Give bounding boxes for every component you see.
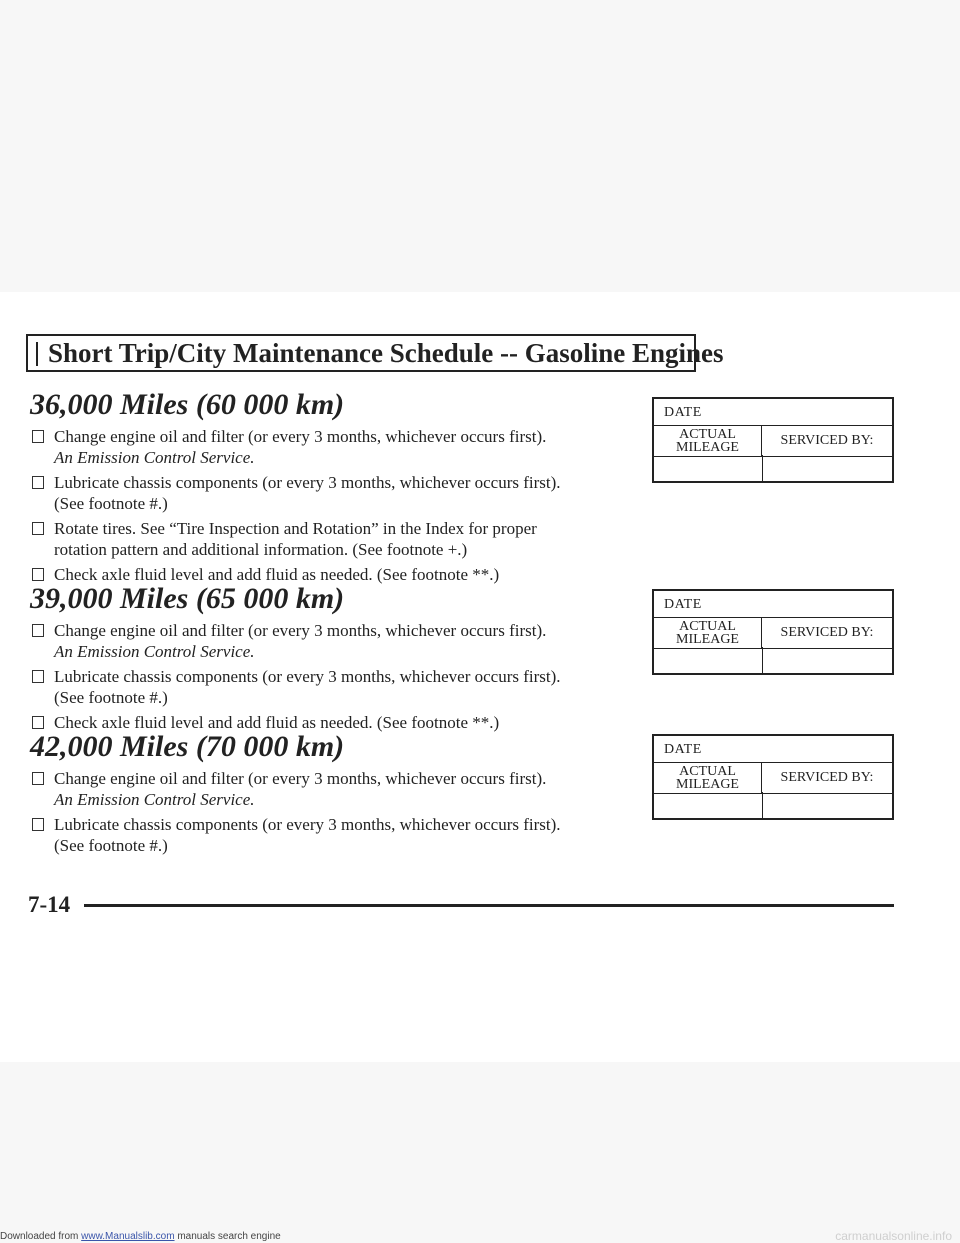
page-number: 7-14 bbox=[28, 892, 71, 917]
item-note: (See footnote #.) bbox=[54, 688, 168, 707]
serviced-by-label: SERVICED BY: bbox=[780, 625, 874, 640]
page-title: Short Trip/City Maintenance Schedule -- Gasoline Engines bbox=[26, 334, 696, 372]
checklist-item: Lubricate chassis components (or every 3 months, whichever occurs first). (See footnote #.) bbox=[30, 666, 630, 708]
checkbox[interactable] bbox=[32, 430, 44, 443]
schedule-section-39000 bbox=[30, 582, 630, 733]
checkbox[interactable] bbox=[32, 772, 44, 785]
item-note: An Emission Control Service. bbox=[54, 642, 255, 661]
section-heading: 39,000 Miles (65 000 km) bbox=[30, 582, 345, 615]
item-note: An Emission Control Service. bbox=[54, 448, 255, 467]
item-note: rotation pattern and additional information. (See footnote +.) bbox=[54, 540, 468, 559]
checklist-item: Rotate tires. See “Tire Inspection and Rotation” in the Index for proper rotation pattern and additional information. (See footnote +.) bbox=[30, 518, 630, 560]
schedule-section-36000 bbox=[30, 388, 630, 585]
service-record-box bbox=[652, 734, 894, 820]
date-label: DATE bbox=[664, 405, 702, 420]
actual-mileage-label: ACTUAL MILEAGE bbox=[654, 618, 762, 648]
checklist-item: Change engine oil and filter (or every 3 months, whichever occurs first). An Emission Control Service. bbox=[30, 426, 630, 468]
checklist-item: Change engine oil and filter (or every 3 months, whichever occurs first). An Emission Control Service. bbox=[30, 620, 630, 662]
download-footer: Downloaded from www.Manualslib.com manuals search engine bbox=[0, 1231, 281, 1242]
checkbox[interactable] bbox=[32, 818, 44, 831]
checkbox[interactable] bbox=[32, 624, 44, 637]
checkbox[interactable] bbox=[32, 568, 44, 581]
service-record-box bbox=[652, 397, 894, 483]
date-label: DATE bbox=[664, 597, 702, 612]
checklist-item: Lubricate chassis components (or every 3 months, whichever occurs first). (See footnote #.) bbox=[30, 814, 630, 856]
checklist-item: Check axle fluid level and add fluid as needed. (See footnote **.) bbox=[30, 564, 630, 585]
item-note: An Emission Control Service. bbox=[54, 790, 255, 809]
watermark: carmanualsonline.info bbox=[835, 1229, 952, 1243]
checkbox[interactable] bbox=[32, 716, 44, 729]
manualslib-link[interactable]: www.Manualslib.com bbox=[81, 1231, 175, 1242]
date-label: DATE bbox=[664, 742, 702, 757]
section-heading: 36,000 Miles (60 000 km) bbox=[30, 388, 345, 421]
actual-mileage-label: ACTUAL MILEAGE bbox=[654, 426, 762, 456]
checklist-item: Lubricate chassis components (or every 3 months, whichever occurs first). (See footnote #.) bbox=[30, 472, 630, 514]
serviced-by-label: SERVICED BY: bbox=[780, 770, 874, 785]
item-note: (See footnote #.) bbox=[54, 836, 168, 855]
actual-mileage-label: ACTUAL MILEAGE bbox=[654, 763, 762, 793]
schedule-section-42000 bbox=[30, 730, 630, 856]
section-heading: 42,000 Miles (70 000 km) bbox=[30, 730, 345, 763]
checklist-item: Check axle fluid level and add fluid as needed. (See footnote **.) bbox=[30, 712, 630, 733]
serviced-by-label: SERVICED BY: bbox=[780, 433, 874, 448]
checkbox[interactable] bbox=[32, 476, 44, 489]
checkbox[interactable] bbox=[32, 670, 44, 683]
checkbox[interactable] bbox=[32, 522, 44, 535]
footer-rule bbox=[84, 904, 894, 907]
checklist-item: Change engine oil and filter (or every 3 months, whichever occurs first). An Emission Control Service. bbox=[30, 768, 630, 810]
service-record-box bbox=[652, 589, 894, 675]
item-note: (See footnote #.) bbox=[54, 494, 168, 513]
